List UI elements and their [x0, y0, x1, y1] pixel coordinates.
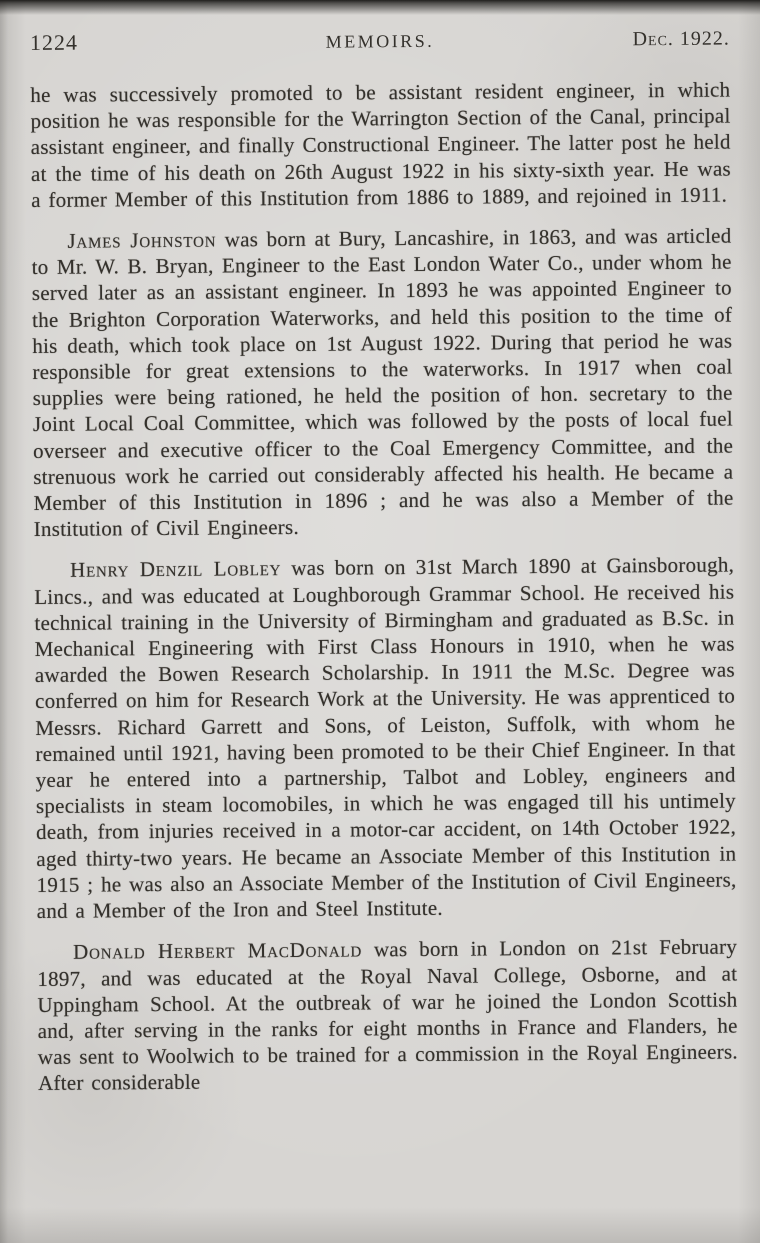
- page-number: 1224: [29, 29, 79, 56]
- memoir-paragraph-lobley: [34, 552, 737, 924]
- page-content: [30, 25, 738, 1097]
- memoir-text: [30, 77, 738, 1097]
- paragraph-text: was born at Bury, Lancashire, in 1863, and was articled to Mr. W. B. Bryan, Engineer to the East London Water Co., under whom he served later as an assistant engineer. In 1893 he was appointed Engineer to the Brighton Corporation Waterworks, and held this position to the time of his death, which took place on 1st August 1922. During that period he was responsible for great extensions to the waterworks. In 1917 when coal supplies were being rationed, he held the position of hon. secretary to the Joint Local Coal Committee, which was followed by the posts of local fuel overseer and executive officer to the Coal Emergency Committee, and the strenuous work he carried out considerably affected his health. He became a Member of this Institution in 1896 ; and he was also a Member of the Institution of Civil Engineers.: [31, 223, 734, 542]
- memoir-paragraph-johnston: [31, 223, 733, 543]
- person-name: Donald Herbert MacDonald: [72, 937, 363, 965]
- running-title: MEMOIRS.: [325, 30, 435, 52]
- person-name: James Johnston: [67, 227, 217, 253]
- memoir-paragraph-macdonald: [37, 934, 738, 1097]
- paragraph-text: he was successively promoted to be assistant resident engineer, in which position he was responsible for the Warrington Section of the Canal, principal assistant engineer, and finally Constructional Engineer. The latter post he held at the time of his death on 26th August 1922 in his sixty-sixth year. He was a former Member of this Institution from 1886 to 1889, and rejoined in 1911.: [30, 77, 732, 212]
- paragraph-text: was born in London on 21st February 1897, and was educated at the Royal Naval College, Osborne, and at Uppingham School. At the outbreak of war he joined the London Scottish and, after serving in the ranks for eight months in France and Flanders, he was sent to Woolwich to be trained for a commission in the Royal Engineers. After considerable: [37, 934, 738, 1096]
- paragraph-text: was born on 31st March 1890 at Gainsborough, Lincs., and was educated at Loughborough Grammar School. He received his technical training in the University of Birmingham and graduated as B.Sc. in Mechanical Engineering with First Class Honours in 1910, when he was awarded the Bowen Research Scholarship. In 1911 the M.Sc. Degree was conferred on him for Research Work at the University. He was apprenticed to Messrs. Richard Garrett and Sons, of Leiston, Suffolk, with whom he remained until 1921, having been promoted to be their Chief Engineer. In that year he entered into a partnership, Talbot and Lobley, engineers and specialists in steam locomobiles, in which he was engaged till his untimely death, from injuries received in a motor-car accident, on 14th October 1922, aged thirty-two years. He became an Associate Member of this Institution in 1915 ; he was also an Associate Member of the Institution of Civil Engineers, and a Member of the Iron and Steel Institute.: [34, 552, 737, 924]
- running-header: [30, 25, 730, 56]
- memoir-paragraph-continuation: [30, 77, 731, 214]
- header-date: Dec. 1922.: [632, 27, 730, 51]
- person-name: Henry Denzil Lobley: [69, 556, 282, 583]
